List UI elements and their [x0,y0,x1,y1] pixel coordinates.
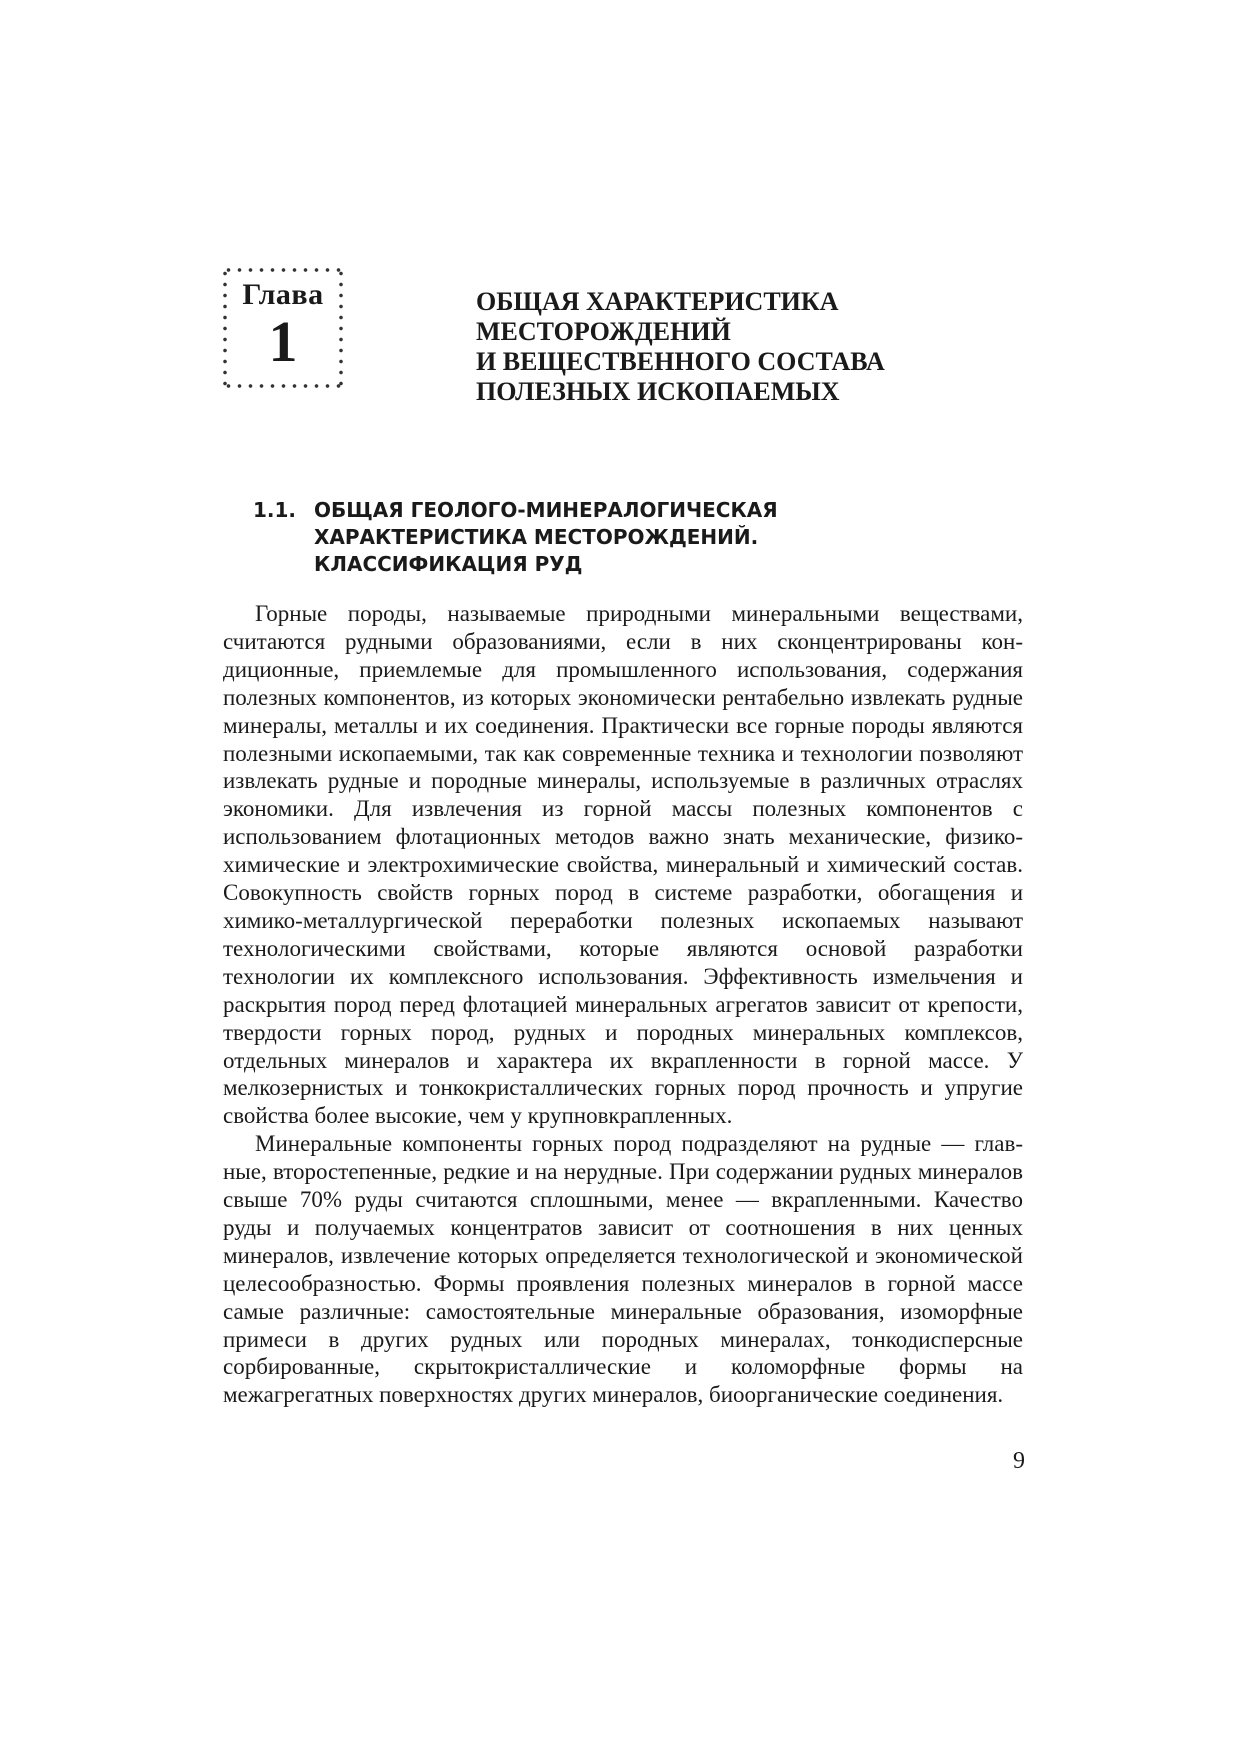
chapter-title-line: ПОЛЕЗНЫХ ИСКОПАЕМЫХ [476,377,840,406]
paragraph: Горные породы, называемые природными минеральными веществами, считаются рудными образованиями, если в них сконцентрированы кондиционные, приемлемые для промышленного использования, содержания полезных компонентов, из которых экономически рентабельно извлекать рудные минералы, металлы и их соединения. Практически все горные породы являются полезными ископаемыми, так как современные техника и технологии позволяют извлекать рудные и породные минералы, используемые в различных отраслях экономики. Для извлечения из горной массы полезных компонентов с использованием флотационных методов важно знать механические, физико-химические и электрохимические свойства, минеральный и химический состав. Совокупность свойств горных пород в системе разработки, обогащения и химико-металлургической переработки полезных ископаемых называют технологическими свойствами, которые являются основой разработки технологии их комплексного использования. Эффективность измельчения и раскрытия пород перед флотацией минеральных агрегатов зависит от крепости, твердости горных пород, рудных и породных минеральных комплексов, отдельных минералов и характера их вкрапленности в горной массе. У мелкозернистых и тонкокристаллических горных пород прочность и упругие свойства более высокие, чем у крупновкрапленных. [223,601,1023,1129]
chapter-title-line: МЕСТОРОЖДЕНИЙ [476,317,731,346]
page-number: 9 [1013,1448,1025,1474]
section-title-line: ХАРАКТЕРИСТИКА МЕСТОРОЖДЕНИЙ. [314,525,759,549]
section-number: 1.1. [253,498,297,522]
section-title-line: ОБЩАЯ ГЕОЛОГО-МИНЕРАЛОГИЧЕСКАЯ [314,498,778,522]
chapter-title-line: И ВЕЩЕСТВЕННОГО СОСТАВА [476,347,885,376]
chapter-title-line: ОБЩАЯ ХАРАКТЕРИСТИКА [476,287,839,316]
chapter-box-top-border [223,268,343,272]
section-title-line: КЛАССИФИКАЦИЯ РУД [314,552,583,576]
chapter-label: Глава [242,278,324,311]
body-text [223,600,1023,1409]
chapter-title [476,287,1036,407]
chapter-box-bottom-border [223,384,343,388]
chapter-box [223,268,343,388]
section-title [314,497,778,578]
chapter-number: 1 [268,309,298,374]
paragraph: Минеральные компоненты горных пород подразделяют на рудные — главные, второстепенные, редкие и на нерудные. При содержании рудных минералов свыше 70% руды считаются сплошными, менее — вкрапленными. Качество руды и получаемых концентратов зависит от соотношения в них ценных минералов, извлечение которых определяется технологической и экономической целесообразностью. Формы проявления полезных минералов в горной массе самые различные: самостоятельные минеральные образования, изоморфные примеси в других рудных или породных минералах, тонкодисперсные сорбированные, скрытокристаллические и коломорфные формы на межагрегатных поверхностях других минералов, биоорганические соединения. [223,1131,1023,1408]
